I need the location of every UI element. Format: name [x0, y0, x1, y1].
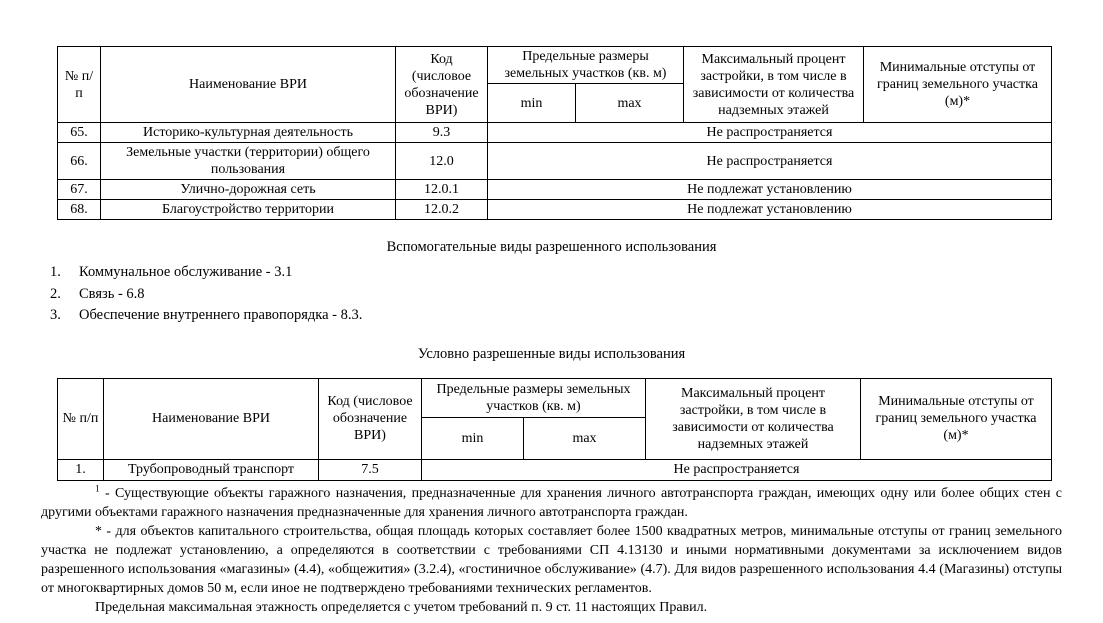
footnote-1-text: - Существующие объекты гаражного назначения, предназначенные для хранения личного автотранспорта граждан, имеющих одну или более общих стен с другими объектами гаражного назначения предназначенные для хранения личного автотранспорта граждан.	[41, 485, 1062, 520]
table-row	[58, 180, 1052, 200]
status-cell: Не распространяется	[488, 123, 1052, 143]
col-header-max-percent: Максимальный процент застройки, в том числе в зависимости от количества надземных этажей	[684, 47, 864, 123]
list-item-text: Обеспечение внутреннего правопорядка - 8.3.	[79, 307, 363, 323]
row-number-cell: 1.	[58, 459, 104, 480]
list-item-text: Коммунальное обслуживание - 3.1	[79, 264, 293, 280]
document-page	[0, 46, 1103, 623]
col-header-min: min	[422, 417, 524, 459]
col-header-max: max	[524, 417, 646, 459]
status-cell: Не подлежат установлению	[488, 180, 1052, 200]
vri-name-cell: Улично-дорожная сеть	[101, 180, 396, 200]
vri-name-cell: Трубопроводный транспорт	[104, 459, 319, 480]
row-number-cell: 65.	[58, 123, 101, 143]
conditional-uses-title: Условно разрешенные виды использования	[417, 345, 686, 362]
vri-code-cell: 12.0.2	[396, 200, 488, 220]
vri-code-cell: 9.3	[396, 123, 488, 143]
row-number-cell: 68.	[58, 200, 101, 220]
footnote-1	[41, 484, 1062, 522]
footnotes	[41, 484, 1062, 617]
col-header-min: min	[488, 84, 576, 123]
col-header-min-offsets: Минимальные отступы от границ земельного участка (м)*	[864, 47, 1052, 123]
col-header-min-offsets: Минимальные отступы от границ земельного участка (м)*	[861, 378, 1052, 459]
auxiliary-uses-title: Вспомогательные виды разрешенного использования	[386, 239, 717, 255]
list-item-number: 1.	[50, 264, 61, 280]
vri-code-cell: 12.0.1	[396, 180, 488, 200]
table-row	[58, 123, 1052, 143]
table-row	[58, 143, 1052, 180]
vri-name-cell: Земельные участки (территории) общего пользования	[101, 143, 396, 180]
col-header-vri-code: Код (числовое обозначение ВРИ)	[319, 378, 422, 459]
col-header-vri-code: Код (числовое обозначение ВРИ)	[396, 47, 488, 123]
status-cell: Не подлежат установлению	[488, 200, 1052, 220]
row-number-cell: 67.	[58, 180, 101, 200]
list-item	[50, 262, 1103, 284]
row-number-cell: 66.	[58, 143, 101, 180]
footnote-1-marker: 1	[95, 483, 100, 494]
auxiliary-uses-list	[50, 262, 1103, 327]
col-header-size-limits: Предельные размеры земельных участков (кв. м)	[422, 378, 646, 417]
list-item	[50, 305, 1103, 327]
col-header-vri-name: Наименование ВРИ	[104, 378, 319, 459]
list-item-number: 3.	[50, 307, 61, 323]
col-header-size-limits: Предельные размеры земельных участков (кв. м)	[488, 47, 684, 84]
col-header-row-number: № п/п	[58, 47, 101, 123]
list-item	[50, 284, 1103, 306]
table-row	[58, 200, 1052, 220]
status-cell: Не распространяется	[488, 143, 1052, 180]
main-uses-table	[57, 46, 1052, 220]
col-header-max: max	[576, 84, 684, 123]
col-header-vri-name: Наименование ВРИ	[101, 47, 396, 123]
col-header-row-number: № п/п	[58, 378, 104, 459]
vri-name-cell: Историко-культурная деятельность	[101, 123, 396, 143]
col-header-max-percent: Максимальный процент застройки, в том числе в зависимости от количества надземных этажей	[646, 378, 861, 459]
vri-code-cell: 12.0	[396, 143, 488, 180]
vri-name-cell: Благоустройство территории	[101, 200, 396, 220]
footnote-2: * - для объектов капитального строительства, общая площадь которых составляет более 1500 квадратных метров, минимальные отступы от границ земельного участка не подлежат установлению, а определяются в соответствии с требованиями СП 4.13130 и иными нормативными документами за исключением видов разрешенного использования «магазины» (4.4), «общежития» (3.2.4), «гостиничное обслуживание» (4.7). Для видов разрешенного использования 4.4 (Магазины) отступы от многоквартирных домов 50 м, если иное не подтверждено требованиями технических регламентов.	[41, 523, 1062, 596]
vri-code-cell: 7.5	[319, 459, 422, 480]
footnote-3: Предельная максимальная этажность определяется с учетом требований п. 9 ст. 11 настоящих Правил.	[95, 599, 708, 615]
list-item-number: 2.	[50, 285, 61, 302]
conditional-uses-table	[57, 378, 1052, 481]
status-cell: Не распространяется	[422, 459, 1052, 480]
list-item-text: Связь - 6.8	[79, 285, 145, 302]
table-row	[58, 459, 1052, 480]
